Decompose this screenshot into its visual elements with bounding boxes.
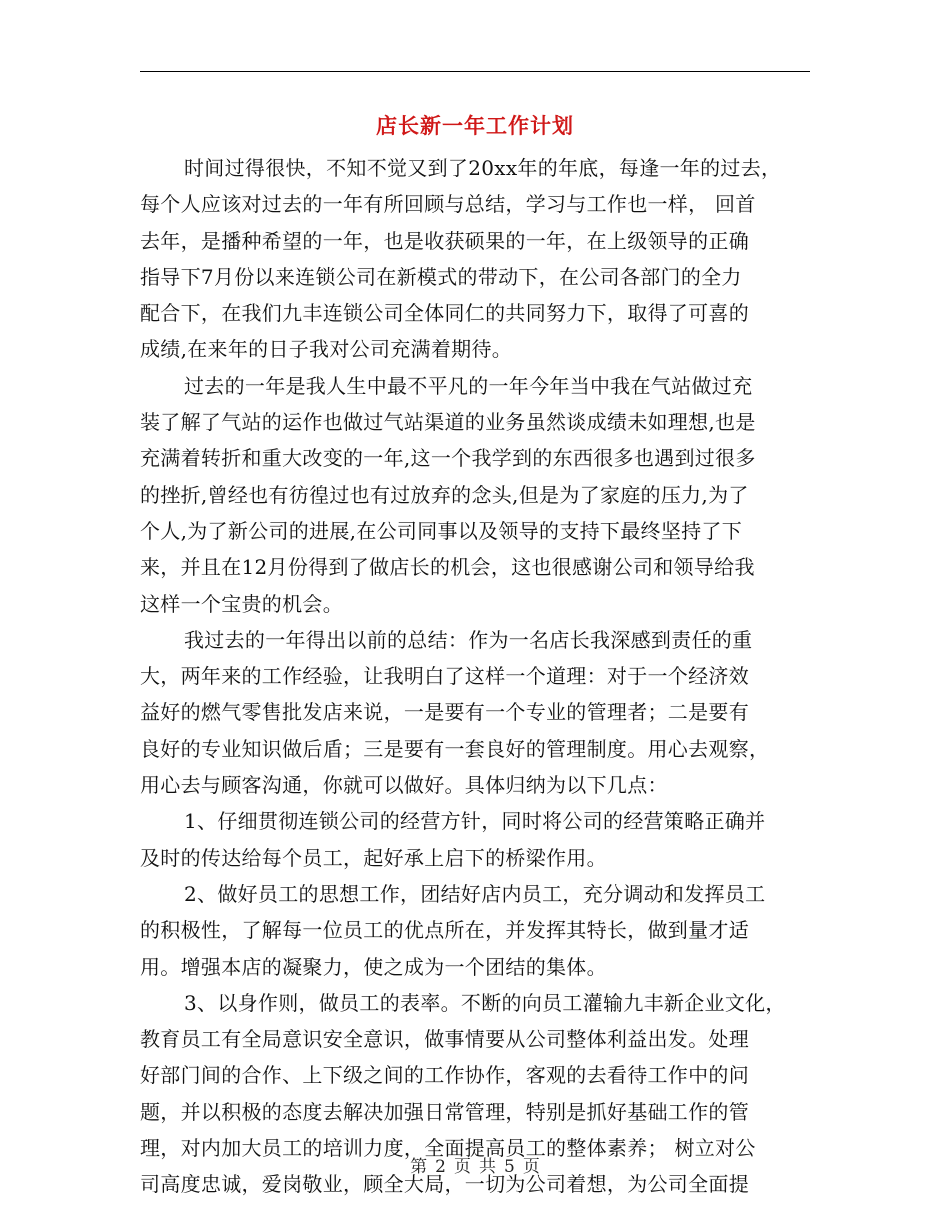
footer-total-prefix: 共 bbox=[479, 1157, 496, 1177]
text-line: 成绩,在来年的日子我对公司充满着期待。 bbox=[140, 337, 513, 362]
text-line: 时间过得很快，不知不觉又到了20xx年的年底，每逢一年的过去， bbox=[184, 156, 782, 180]
text-line: 大，两年来的工作经验，让我明白了这样一个道理：对于一个经济效 bbox=[140, 664, 749, 689]
header-rule bbox=[140, 71, 810, 72]
text-line: 司高度忠诚，爱岗敬业，顾全大局，一切为公司着想，为公司全面提 bbox=[140, 1172, 749, 1197]
text-line: 配合下，在我们九丰连锁公司全体同仁的共同努力下，取得了可喜的 bbox=[140, 301, 749, 326]
text-line: 1、仔细贯彻连锁公司的经营方针，同时将公司的经营策略正确并 bbox=[184, 809, 766, 834]
text-line: 及时的传达给每个员工，起好承上启下的桥梁作用。 bbox=[140, 845, 607, 870]
text-line: 的挫折,曾经也有彷徨过也有过放弃的念头,但是为了家庭的压力,为了 bbox=[140, 482, 749, 507]
footer-page-unit: 页 bbox=[454, 1157, 471, 1177]
footer-total-unit: 页 bbox=[522, 1157, 540, 1177]
document-title: 店长新一年工作计划 bbox=[376, 113, 574, 138]
text-line: 过去的一年是我人生中最不平凡的一年今年当中我在气站做过充 bbox=[184, 373, 753, 398]
text-line: 这样一个宝贵的机会。 bbox=[140, 591, 343, 616]
total-pages: 5 bbox=[504, 1157, 515, 1177]
paragraph bbox=[140, 368, 820, 622]
text-line: 充满着转折和重大改变的一年,这一个我学到的东西很多也遇到过很多 bbox=[140, 446, 756, 471]
paragraph bbox=[140, 622, 820, 803]
text-line: 的积极性，了解每一位员工的优点所在，并发挥其特长，做到量才适 bbox=[140, 918, 749, 943]
text-line: 用。增强本店的凝聚力，使之成为一个团结的集体。 bbox=[140, 954, 607, 979]
text-line: 来，并且在12月份得到了做店长的机会，这也很感谢公司和领导给我 bbox=[140, 555, 755, 580]
text-line: 去年，是播种希望的一年，也是收获硕果的一年，在上级领导的正确 bbox=[140, 228, 749, 253]
text-line: 良好的专业知识做后盾；三是要有一套良好的管理制度。用心去观察， bbox=[140, 736, 770, 761]
footer-prefix: 第 bbox=[410, 1157, 428, 1177]
text-line: 2、做好员工的思想工作，团结好店内员工，充分调动和发挥员工 bbox=[184, 881, 766, 906]
paragraph bbox=[140, 150, 820, 368]
text-line: 指导下7月份以来连锁公司在新模式的带动下，在公司各部门的全力 bbox=[140, 264, 742, 289]
page-number: 2 bbox=[435, 1157, 446, 1177]
text-line: 我过去的一年得出以前的总结：作为一名店长我深感到责任的重 bbox=[184, 627, 753, 652]
text-line: 用心去与顾客沟通，你就可以做好。具体归纳为以下几点： bbox=[140, 773, 668, 798]
text-line: 理，对内加大员工的培训力度，全面提高员工的整体素养； 树立对公 bbox=[140, 1136, 756, 1161]
document-body bbox=[140, 150, 820, 1203]
text-line: 每个人应该对过去的一年有所回顾与总结，学习与工作也一样， 回首 bbox=[140, 192, 756, 217]
page-footer bbox=[0, 1152, 950, 1177]
text-line: 个人,为了新公司的进展,在公司同事以及领导的支持下最终坚持了下 bbox=[140, 518, 743, 543]
text-line: 益好的燃气零售批发店来说，一是要有一个专业的管理者；二是要有 bbox=[140, 700, 749, 725]
paragraph bbox=[140, 876, 820, 985]
text-line: 教育员工有全局意识安全意识，做事情要从公司整体利益出发。处理 bbox=[140, 1027, 749, 1052]
text-line: 装了解了气站的运作也做过气站渠道的业务虽然谈成绩未如理想,也是 bbox=[140, 410, 756, 435]
text-line: 3、以身作则，做员工的表率。不断的向员工灌输九丰新企业文化， bbox=[184, 990, 786, 1015]
paragraph bbox=[140, 803, 820, 876]
text-line: 题，并以积极的态度去解决加强日常管理，特别是抓好基础工作的管 bbox=[140, 1099, 749, 1124]
text-line: 好部门间的合作、上下级之间的工作协作，客观的去看待工作中的问 bbox=[140, 1063, 749, 1088]
